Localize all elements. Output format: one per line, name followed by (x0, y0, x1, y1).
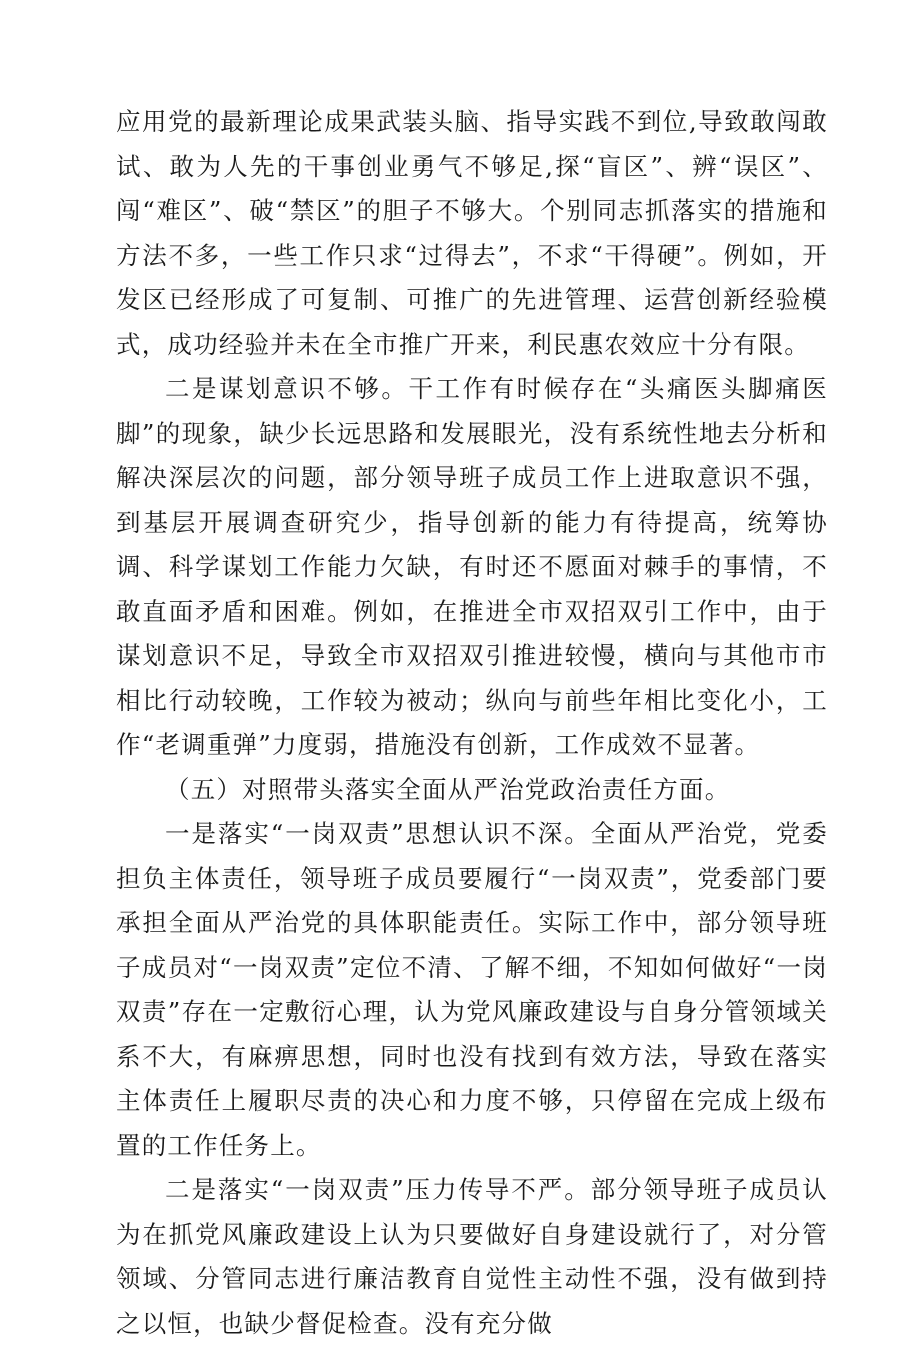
paragraph-dual-responsibility-awareness: 一是落实“一岗双责”思想认识不深。全面从严治党，党委担负主体责任，领导班子成员要履行“一岗双责”，党委部门要承担全面从严治党的具体职能责任。实际工作中，部分领导班子成员对“一岗双责”定位不清、了解不细，不知如何做好“一岗双责”存在一定敷衍心理，认为党风廉政建设与自身分管领域关系不大，有麻痹思想，同时也没有找到有效方法，导致在落实主体责任上履职尽责的决心和力度不够，只停留在完成上级布置的工作任务上。 (116, 819, 828, 1160)
document-body (116, 100, 828, 1346)
paragraph-planning-awareness: 二是谋划意识不够。干工作有时候存在“头痛医头脚痛医脚”的现象，缺少长远思路和发展眼光，没有系统性地去分析和解决深层次的问题，部分领导班子成员工作上进取意识不强，到基层开展调查研究少，指导创新的能力有待提高，统筹协调、科学谋划工作能力欠缺，有时还不愿面对棘手的事情，不敢直面矛盾和困难。例如，在推进全市双招双引工作中，由于谋划意识不足，导致全市双招双引推进较慢，横向与其他市市相比行动较晚，工作较为被动；纵向与前些年相比变化小，工作“老调重弹”力度弱，措施没有创新，工作成效不显著。 (116, 374, 828, 759)
paragraph-dual-responsibility-pressure: 二是落实“一岗双责”压力传导不严。部分领导班子成员认为在抓党风廉政建设上认为只要做好自身建设就行了，对分管领域、分管同志进行廉洁教育自觉性主动性不强，没有做到持之以恒，也缺少督促检查。没有充分做 (116, 1175, 828, 1338)
section-heading-five: （五）对照带头落实全面从严治党政治责任方面。 (165, 774, 731, 804)
paragraph-continued: 应用党的最新理论成果武装头脑、指导实践不到位,导致敢闯敢试、敢为人先的干事创业勇气不够足,探“盲区”、辨“误区”、闯“难区”、破“禁区”的胆子不够大。个别同志抓落实的措施和方法不多，一些工作只求“过得去”，不求“干得硬”。例如，开发区已经形成了可复制、可推广的先进管理、运营创新经验模式，成功经验并未在全市推广开来，利民惠农效应十分有限。 (116, 107, 828, 359)
